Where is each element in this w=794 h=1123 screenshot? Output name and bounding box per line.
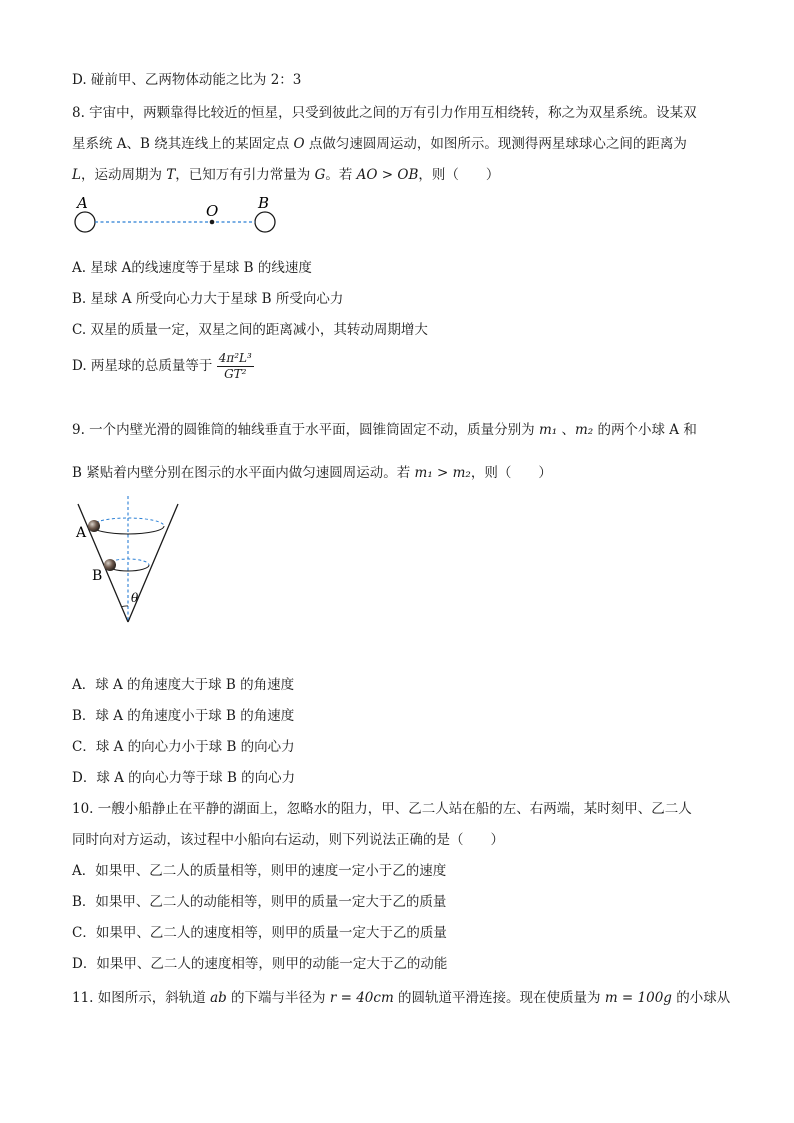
q8-stem-line2 [72,132,687,152]
q8-stem-text: ，运动周期为 [80,167,167,183]
q8-option-b: B. 星球 A 所受向心力大于星球 B 所受向心力 [72,291,344,307]
label-b: B [92,568,103,584]
q11-radius: r = 40cm [329,990,394,1006]
q10-option-c: C．如果甲、乙二人的速度相等，则甲的质量一定大于乙的质量 [72,925,447,941]
q10-option-b: B．如果甲、乙二人的动能相等，则甲的质量一定大于乙的质量 [72,894,447,910]
q8-option-d [72,352,254,381]
q9-separator: 、 [557,422,575,438]
q8-stem-line1: 8. 宇宙中，两颗靠得比较近的恒星，只受到彼此之间的万有引力作用互相绕转，称之为双星系统。设某双 [72,105,697,121]
q8-condition: AO > OB [356,167,419,183]
label-o: O [206,202,219,220]
q11-stem-text: 的小球从 [671,990,731,1006]
label-theta: θ [131,591,139,605]
q8-point-o: O [293,136,305,152]
center-point-o [210,220,215,225]
q9-stem-text: 的两个小球 A 和 [593,422,697,438]
q8-stem-text: 星系统 A、B 绕其连线上的某固定点 [72,136,294,152]
q11-stem-text: 的下端与半径为 [226,990,330,1006]
ball-b [104,559,116,571]
q9-option-a: A．球 A 的角速度大于球 B 的角速度 [72,677,295,693]
q10-stem-line2: 同时向对方运动，该过程中小船向右运动，则下列说法正确的是（ ） [72,832,504,848]
cone-left-wall [78,504,128,622]
q9-stem-line1 [72,418,697,438]
label-a: A [76,525,87,541]
q9-option-d: D．球 A 的向心力等于球 B 的向心力 [72,770,296,786]
q11-stem-line1 [72,986,730,1006]
q9-option-b: B．球 A 的角速度小于球 B 的角速度 [72,708,295,724]
q9-stem-text: ，则（ ） [470,465,552,481]
q8-option-c: C. 双星的质量一定，双星之间的距离减小，其转动周期增大 [72,322,428,338]
q9-stem-line2 [72,461,552,481]
q8-stem-text: 点做匀速圆周运动，如图所示。现测得两星球球心之间的距离为 [304,136,687,152]
star-a-circle [75,212,95,232]
fraction-denominator: GT² [224,367,247,382]
theta-arc [121,606,128,607]
fraction-numerator: 4π²L³ [217,352,254,367]
q10-stem-line1: 10. 一艘小船静止在平静的湖面上，忽略水的阻力，甲、乙二人站在船的左、右两端，某时刻甲、乙二人 [72,801,692,817]
q9-cone-figure [70,492,190,632]
q8-stem-line3 [72,163,499,183]
ball-a [88,520,100,532]
q11-mass: m = 100g [604,990,672,1006]
q9-m2: m₂ [574,422,594,438]
q9-stem-text: B 紧贴着内壁分别在图示的水平面内做匀速圆周运动。若 [72,465,415,481]
q8-var-l: L [72,167,81,183]
q11-track-ab: ab [210,990,227,1006]
q8-total-mass-fraction [217,352,254,381]
star-b-circle [255,212,275,232]
q9-condition: m₁ > m₂ [414,465,471,481]
q11-stem-text: 的圆轨道平滑连接。现在使质量为 [393,990,605,1006]
q7-option-d: D. 碰前甲、乙两物体动能之比为 2：3 [72,72,302,88]
label-a: A [77,194,88,212]
q8-var-t: T [166,167,176,183]
q8-stem-text: ，已知万有引力常量为 [175,167,315,183]
q8-binary-star-figure [70,192,290,242]
q8-option-d-prefix: D. 两星球的总质量等于 [72,358,217,375]
q9-option-c: C．球 A 的向心力小于球 B 的向心力 [72,739,295,755]
q8-stem-text: ，则（ ） [418,167,500,183]
q8-option-a: A. 星球 A的线速度等于星球 B 的线速度 [72,260,312,276]
q8-var-g: G [314,167,326,183]
q10-option-d: D．如果甲、乙二人的速度相等，则甲的动能一定大于乙的动能 [72,956,448,972]
q9-stem-text: 9. 一个内壁光滑的圆锥筒的轴线垂直于水平面，圆锥筒固定不动，质量分别为 [72,422,539,438]
q9-m1: m₁ [538,422,558,438]
q10-option-a: A．如果甲、乙二人的质量相等，则甲的速度一定小于乙的速度 [72,863,447,879]
q11-stem-text: 11. 如图所示，斜轨道 [72,990,211,1006]
label-b: B [258,194,270,212]
q8-stem-text: 。若 [325,167,357,183]
